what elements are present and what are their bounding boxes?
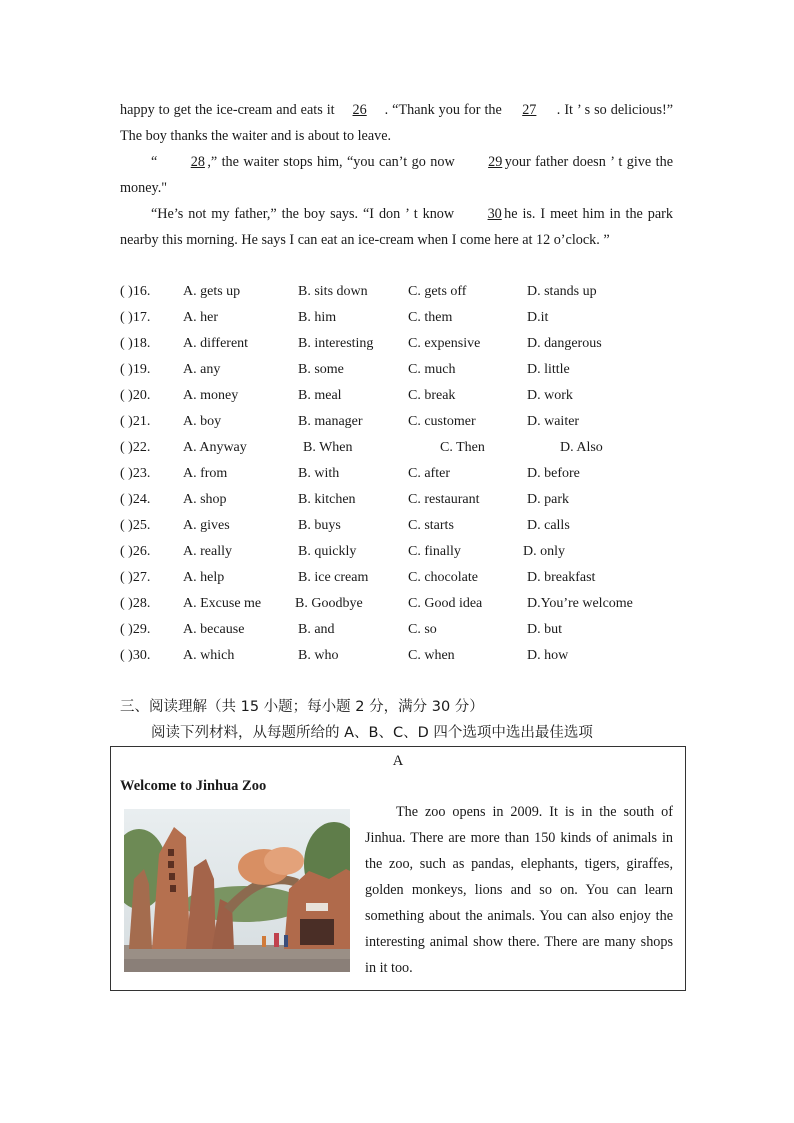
option-b: B. buys (298, 518, 341, 533)
question-number: ( )16. (120, 284, 151, 299)
story-paragraph-3 (120, 201, 673, 253)
option-b: B. quickly (298, 544, 357, 559)
option-a: A. any (183, 362, 221, 377)
text: your father doesn ’ t give the money." (120, 154, 673, 196)
option-a: A. help (183, 570, 225, 585)
option-d: D. park (527, 492, 569, 507)
option-c: C. them (408, 310, 453, 325)
option-a: A. Anyway (183, 440, 247, 455)
passage-title: Welcome to Jinhua Zoo (120, 778, 267, 794)
question-number: ( )22. (120, 440, 151, 455)
option-c: C. starts (408, 518, 454, 533)
option-c: C. so (408, 622, 437, 637)
option-b: B. manager (298, 414, 363, 429)
passage-body: The zoo opens in 2009. It is in the south of Jinhua. There are more than 150 kinds of animals in the zoo, such as pandas, elephants, tigers, giraffes, golden monkeys, lions and so on. You can learn something about the animals. You can also enjoy the interesting animal show there. There are many shops in it too. (365, 804, 673, 976)
option-c: C. gets off (408, 284, 467, 299)
option-d: D. dangerous (527, 336, 602, 351)
text: “He’s not my father,” the boy says. “I don ’ t know (151, 206, 455, 222)
question-number: ( )27. (120, 570, 151, 585)
passage-box (110, 746, 686, 991)
text: “ (151, 154, 158, 170)
option-c: C. Then (440, 440, 485, 455)
option-d: D. waiter (527, 414, 580, 429)
option-b: B. ice cream (298, 570, 369, 585)
zoo-entrance-image (124, 809, 350, 972)
text: he is. I meet him in the park nearby this morning. He says I can eat an ice-cream when I come here at 12 o’clock. ” (120, 206, 673, 248)
question-number: ( )24. (120, 492, 151, 507)
option-b: B. and (298, 622, 335, 637)
option-a: A. Excuse me (183, 596, 262, 611)
question-number: ( )29. (120, 622, 151, 637)
question-number: ( )28. (120, 596, 151, 611)
option-d: D. calls (527, 518, 570, 533)
option-c: C. Good idea (408, 596, 483, 611)
question-number: ( )17. (120, 310, 151, 325)
option-b: B. him (298, 310, 337, 325)
option-c: C. restaurant (408, 492, 480, 507)
text: . It ’ s so delicious!” The boy thanks the waiter and is about to leave. (120, 102, 673, 144)
option-c: C. chocolate (408, 570, 478, 585)
blank-30: 30 (487, 206, 502, 222)
option-b: B. with (298, 466, 340, 481)
option-d: D. how (527, 648, 569, 663)
option-a: A. different (183, 336, 249, 351)
text: . “Thank you for the (384, 102, 502, 118)
option-d: D. Also (560, 440, 603, 455)
option-d: D. little (527, 362, 570, 377)
text: happy to get the ice-cream and eats it (120, 102, 335, 118)
question-number: ( )23. (120, 466, 151, 481)
section-heading: 三、阅读理解（共 15 小题；每小题 2 分，满分 30 分） (120, 699, 484, 715)
blank-29: 29 (488, 154, 503, 170)
option-b: B. Goodbye (295, 596, 363, 611)
zoo-entrance-photo (124, 809, 350, 972)
option-d: D. work (527, 388, 573, 403)
option-a: A. boy (183, 414, 222, 429)
option-a: A. gives (183, 518, 230, 533)
question-number: ( )30. (120, 648, 151, 663)
story-paragraph-1 (120, 97, 673, 149)
text: ,” the waiter stops him, “you can’t go now (207, 154, 455, 170)
option-d: D.it (527, 310, 549, 325)
question-number: ( )26. (120, 544, 151, 559)
option-b: B. When (303, 440, 353, 455)
option-d: D. only (523, 544, 565, 559)
option-b: B. interesting (298, 336, 374, 351)
option-c: C. finally (408, 544, 461, 559)
option-a: A. shop (183, 492, 227, 507)
option-a: A. really (183, 544, 232, 559)
option-c: C. expensive (408, 336, 481, 351)
option-a: A. which (183, 648, 235, 663)
option-b: B. who (298, 648, 339, 663)
option-d: D.You’re welcome (527, 596, 633, 611)
blank-28: 28 (190, 154, 205, 170)
question-number: ( )25. (120, 518, 151, 533)
option-c: C. much (408, 362, 456, 377)
option-d: D. but (527, 622, 562, 637)
option-b: B. meal (298, 388, 342, 403)
option-d: D. stands up (527, 284, 597, 299)
option-c: C. when (408, 648, 455, 663)
option-a: A. gets up (183, 284, 241, 299)
blank-27: 27 (522, 102, 537, 118)
option-b: B. kitchen (298, 492, 356, 507)
question-number: ( )19. (120, 362, 151, 377)
passage-letter: A (392, 753, 404, 769)
option-a: A. from (183, 466, 228, 481)
option-d: D. before (527, 466, 580, 481)
section-instruction: 阅读下列材料，从每题所给的 A、B、C、D 四个选项中选出最佳选项 (151, 725, 593, 741)
option-a: A. money (183, 388, 239, 403)
question-number: ( )18. (120, 336, 151, 351)
question-number: ( )20. (120, 388, 151, 403)
option-c: C. after (408, 466, 450, 481)
option-c: C. customer (408, 414, 476, 429)
option-a: A. her (183, 310, 218, 325)
option-b: B. some (298, 362, 344, 377)
option-b: B. sits down (298, 284, 368, 299)
question-number: ( )21. (120, 414, 151, 429)
story-paragraph-2 (120, 149, 673, 201)
option-c: C. break (408, 388, 456, 403)
blank-26: 26 (352, 102, 367, 118)
option-a: A. because (183, 622, 245, 637)
option-d: D. breakfast (527, 570, 596, 585)
